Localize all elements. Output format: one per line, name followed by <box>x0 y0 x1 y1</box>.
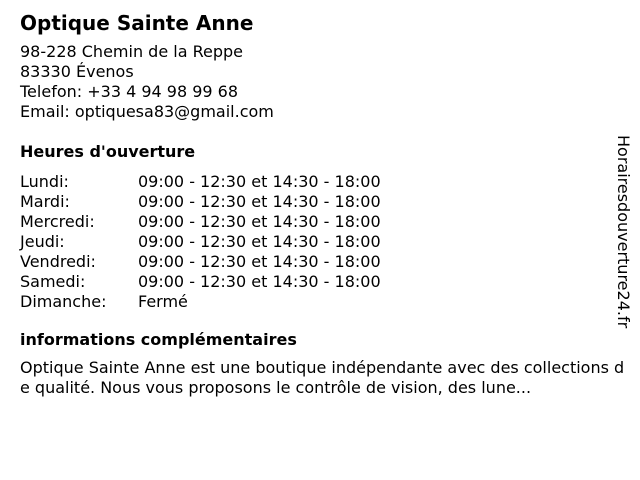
hours-day: Mercredi: <box>20 212 95 231</box>
hours-day: Lundi: <box>20 172 69 191</box>
hours-row-friday <box>20 252 620 272</box>
hours-day: Dimanche: <box>20 292 107 311</box>
hours-row-thursday <box>20 232 620 252</box>
hours-day: Jeudi: <box>20 232 65 251</box>
hours-time: 09:00 - 12:30 et 14:30 - 18:00 <box>138 252 381 271</box>
brand-watermark: Horairesdouverture24.fr <box>614 135 633 329</box>
store-street: 98-228 Chemin de la Reppe <box>20 42 243 61</box>
store-phone: Telefon: +33 4 94 98 99 68 <box>20 82 239 101</box>
store-city: 83330 Évenos <box>20 62 134 81</box>
hours-row-monday <box>20 172 620 192</box>
store-name: Optique Sainte Anne <box>20 11 254 35</box>
hours-day: Mardi: <box>20 192 70 211</box>
info-text: Optique Sainte Anne est une boutique indépendante avec des collections de qualité. Nous vous proposons le contrôle de vision, des lune... <box>20 358 625 397</box>
hours-time: 09:00 - 12:30 et 14:30 - 18:00 <box>138 272 381 291</box>
info-title: informations complémentaires <box>20 330 297 349</box>
hours-time: 09:00 - 12:30 et 14:30 - 18:00 <box>138 192 381 211</box>
hours-time: 09:00 - 12:30 et 14:30 - 18:00 <box>138 232 381 251</box>
store-email: Email: optiquesa83@gmail.com <box>20 102 274 121</box>
hours-row-saturday <box>20 272 620 292</box>
hours-row-wednesday <box>20 212 620 232</box>
hours-time: 09:00 - 12:30 et 14:30 - 18:00 <box>138 212 381 231</box>
hours-time: 09:00 - 12:30 et 14:30 - 18:00 <box>138 172 381 191</box>
hours-row-sunday <box>20 292 620 312</box>
hours-day: Vendredi: <box>20 252 96 271</box>
hours-title: Heures d'ouverture <box>20 142 196 161</box>
hours-row-tuesday <box>20 192 620 212</box>
hours-table <box>20 172 620 312</box>
store-address-block <box>20 42 620 122</box>
hours-day: Samedi: <box>20 272 86 291</box>
hours-time: Fermé <box>138 292 188 311</box>
